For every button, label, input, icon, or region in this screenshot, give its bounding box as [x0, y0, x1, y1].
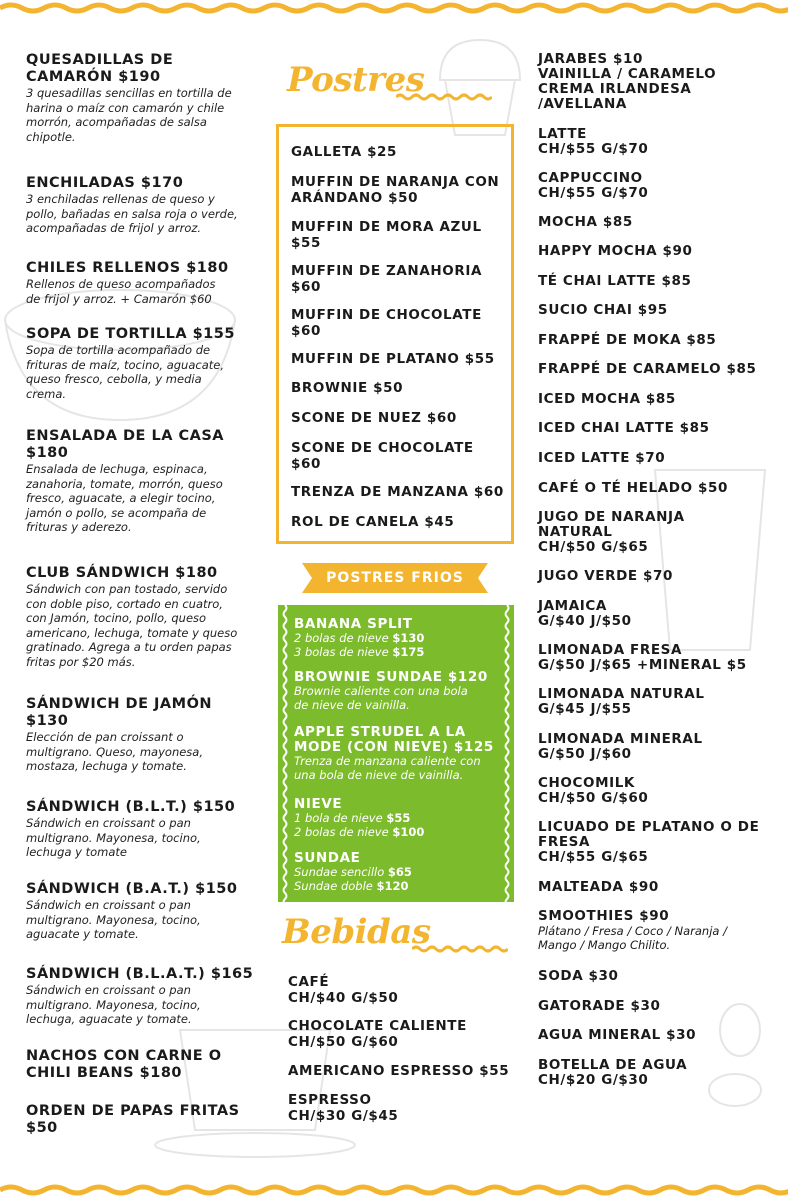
drink-name: JARABES $10 VAINILLA / CARAMELO CREMA IRLANDESA /AVELLANA	[538, 51, 717, 112]
drink-name: LIMONADA NATURAL G/$45 J/$55	[538, 686, 705, 717]
drink-item	[538, 880, 778, 895]
drink-item	[538, 52, 778, 112]
bebidas-squiggle	[412, 942, 508, 956]
drink-name: CAFÉ O TÉ HELADO $50	[538, 480, 728, 496]
drink-name: SODA $30	[538, 968, 619, 984]
drink-name: HAPPY MOCHA $90	[538, 243, 693, 259]
drink-name: AGUA MINERAL $30	[538, 1027, 697, 1043]
drink-item	[538, 392, 778, 407]
drink-name: SUCIO CHAI $95	[538, 302, 668, 318]
option-text: una bola de nieve de vainilla.	[294, 767, 464, 782]
item-name: QUESADILLAS DE CAMARÓN $190	[26, 52, 174, 85]
menu-item	[26, 966, 262, 1027]
bottom-wave-border	[0, 1178, 788, 1200]
postre-item: MUFFIN DE MORA AZUL $55	[291, 219, 482, 251]
right-wavy-line	[504, 605, 510, 902]
postre-frio-item	[294, 725, 504, 782]
postre-frio-option	[294, 812, 504, 826]
drink-name: JUGO VERDE $70	[538, 568, 674, 584]
item-description: Ensalada de lechuga, espinaca, zanahoria, tomate, morrón, queso fresco, aguacate, a elegir tocino, jamón o pollo, se acompaña de frituras y aderezo.	[26, 462, 223, 534]
drink-item	[538, 274, 778, 289]
drink-item	[538, 820, 778, 865]
item-description: 3 quesadillas sencillas en tortilla de harina o maíz con camarón y chile morrón, acompañadas de salsa chipotle.	[26, 86, 232, 144]
postre-item: SCONE DE NUEZ $60	[291, 410, 457, 426]
drink-item	[538, 1028, 778, 1043]
postre-item: MUFFIN DE ZANAHORIA $60	[291, 263, 483, 295]
item-description: Sándwich con pan tostado, servido con doble piso, cortado en cuatro, con Jamón, tocino, pollo, queso americano, lechuga, tomate y queso gratinado. Agrega a tu orden papas fritas por $20 más.	[26, 582, 238, 669]
postre-frio-name: NIEVE	[294, 796, 343, 812]
bebida-item: CAFÉ CH/$40 G/$50	[288, 974, 399, 1006]
option-text: Sundae doble	[294, 878, 377, 893]
drink-name: CAPPUCCINO CH/$55 G/$70	[538, 170, 649, 201]
drink-name: MALTEADA $90	[538, 879, 659, 895]
item-description: 3 enchiladas rellenas de queso y pollo, bañadas en salsa roja o verde, acompañadas de frijol y arroz.	[26, 192, 238, 235]
postre-frio-option	[294, 880, 504, 894]
item-name: SÁNDWICH (B.L.A.T.) $165	[26, 966, 254, 982]
option-text: Sundae sencillo	[294, 865, 388, 879]
menu-item	[26, 799, 262, 860]
postre-frio-option	[294, 646, 504, 660]
drink-name: CHOCOMILK CH/$50 G/$60	[538, 775, 649, 806]
postre-item: MUFFIN DE CHOCOLATE $60	[291, 307, 482, 339]
option-price: $55	[386, 811, 411, 825]
item-description: Rellenos de queso acompañados de frijol y arroz. + Camarón $60	[26, 277, 216, 306]
drink-item	[538, 599, 778, 629]
drink-item	[538, 999, 778, 1014]
postre-frio-name: BROWNIE SUNDAE $120	[294, 669, 488, 685]
drink-name: LATTE CH/$55 G/$70	[538, 126, 649, 157]
postre-item: BROWNIE $50	[291, 380, 404, 396]
item-name: SÁNDWICH (B.A.T.) $150	[26, 881, 238, 897]
drink-item	[538, 421, 778, 436]
postre-frio-option	[294, 866, 504, 880]
drink-name: LIMONADA MINERAL G/$50 J/$60	[538, 731, 703, 762]
drink-item	[538, 969, 778, 984]
postre-frio-item	[294, 617, 504, 659]
drink-item	[538, 776, 778, 806]
postre-frio-option	[294, 699, 504, 713]
drink-name: SMOOTHIES $90	[538, 908, 670, 924]
item-name: CHILES RELLENOS $180	[26, 260, 229, 276]
drink-item	[538, 303, 778, 318]
option-text: 1 bola de nieve	[294, 811, 387, 825]
postre-frio-option	[294, 769, 504, 783]
option-text: 3 bolas de nieve	[294, 644, 393, 659]
option-text: Trenza de manzana caliente con	[294, 754, 481, 768]
drink-name: ICED CHAI LATTE $85	[538, 420, 710, 436]
postres-frios-title: POSTRES FRIOS	[326, 570, 464, 586]
menu-item	[26, 881, 262, 942]
option-price: $120	[376, 878, 409, 893]
option-price: $130	[392, 631, 425, 645]
menu-item	[26, 1103, 262, 1137]
drink-item	[538, 127, 778, 157]
drink-item	[538, 244, 778, 259]
drink-item	[538, 481, 778, 496]
postre-frio-item	[294, 797, 504, 839]
bebida-item: AMERICANO ESPRESSO $55	[288, 1063, 510, 1079]
postre-item: TRENZA DE MANZANA $60	[291, 484, 504, 500]
drink-name: LICUADO DE PLATANO O DE FRESA CH/$55 G/$65	[538, 819, 760, 865]
menu-item	[26, 326, 262, 401]
item-name: NACHOS CON CARNE O CHILI BEANS $180	[26, 1048, 222, 1081]
item-name: SÁNDWICH (B.L.T.) $150	[26, 799, 236, 815]
drink-item	[538, 569, 778, 584]
drink-name: TÉ CHAI LATTE $85	[538, 273, 692, 289]
postre-item: SCONE DE CHOCOLATE $60	[291, 440, 474, 472]
drink-item	[538, 732, 778, 762]
drink-item	[538, 215, 778, 230]
option-price: $175	[392, 644, 425, 659]
left-wavy-line	[282, 605, 288, 902]
menu-item	[26, 428, 262, 535]
drink-name: JAMAICA G/$40 J/$50	[538, 598, 632, 629]
option-text: Brownie caliente con una bola	[294, 684, 468, 698]
menu-item	[26, 1048, 262, 1082]
drink-item	[538, 643, 778, 673]
postres-title: Postres	[287, 60, 425, 100]
item-description: Sándwich en croissant o pan multigrano. Mayonesa, tocino, lechuga y tomate	[26, 816, 201, 859]
drink-item	[538, 333, 778, 348]
postre-item: GALLETA $25	[291, 144, 398, 160]
item-description: Sándwich en croissant o pan multigrano. Mayonesa, tocino, aguacate y tomate.	[26, 898, 201, 941]
top-wave-border	[0, 0, 788, 22]
drink-item	[538, 171, 778, 201]
postre-item: MUFFIN DE PLATANO $55	[291, 351, 495, 367]
drink-item	[538, 451, 778, 466]
option-text: 2 bolas de nieve	[294, 824, 393, 839]
option-price: $65	[387, 865, 412, 879]
option-text: 2 bolas de nieve	[294, 631, 393, 645]
bebidas-title: Bebidas	[282, 912, 431, 952]
drink-item	[538, 510, 778, 555]
postre-frio-option	[294, 755, 504, 769]
drink-item	[538, 1058, 778, 1088]
item-name: SOPA DE TORTILLA $155	[26, 326, 235, 342]
menu-item	[26, 260, 262, 306]
bebida-item: CHOCOLATE CALIENTE CH/$50 G/$60	[288, 1018, 467, 1050]
item-name: SÁNDWICH DE JAMÓN $130	[26, 696, 213, 729]
drink-name: MOCHA $85	[538, 214, 633, 230]
postre-frio-name: APPLE STRUDEL A LA MODE (CON NIEVE) $125	[294, 724, 494, 755]
postres-frios-box	[278, 605, 514, 902]
postre-frio-option	[294, 685, 504, 699]
drink-item	[538, 909, 778, 952]
item-description: Sopa de tortilla acompañado de frituras de maíz, tocino, aguacate, queso fresco, cebolla, y media crema.	[26, 343, 225, 401]
item-description: Sándwich en croissant o pan multigrano. Mayonesa, tocino, lechuga, aguacate y tomate.	[26, 983, 201, 1026]
item-name: CLUB SÁNDWICH $180	[26, 565, 218, 581]
bebida-item: ESPRESSO CH/$30 G/$45	[288, 1092, 399, 1124]
postre-frio-name: SUNDAE	[294, 850, 361, 866]
item-name: ORDEN DE PAPAS FRITAS $50	[26, 1103, 240, 1136]
postre-item: ROL DE CANELA $45	[291, 514, 455, 530]
item-description: Elección de pan croissant o multigrano. Queso, mayonesa, mostaza, lechuga y tomate.	[26, 730, 204, 773]
drink-name: FRAPPÉ DE MOKA $85	[538, 332, 717, 348]
drink-name: BOTELLA DE AGUA CH/$20 G/$30	[538, 1057, 688, 1088]
drink-name: JUGO DE NARANJA NATURAL CH/$50 G/$65	[538, 509, 685, 555]
drink-description: Plátano / Fresa / Coco / Naranja / Mango / Mango Chilito.	[538, 924, 727, 952]
drink-item	[538, 687, 778, 717]
option-price: $100	[392, 824, 425, 839]
item-name: ENCHILADAS $170	[26, 175, 184, 191]
item-name: ENSALADA DE LA CASA $180	[26, 428, 224, 461]
drink-name: ICED MOCHA $85	[538, 391, 676, 407]
postre-frio-option	[294, 632, 504, 646]
option-text: de nieve de vainilla.	[294, 697, 410, 712]
menu-item	[26, 696, 262, 774]
postre-frio-item	[294, 670, 504, 712]
postre-frio-option	[294, 826, 504, 840]
menu-item	[26, 175, 262, 236]
drink-name: ICED LATTE $70	[538, 450, 666, 466]
postres-menu-box	[276, 124, 514, 544]
menu-item	[26, 565, 262, 669]
postre-frio-name: BANANA SPLIT	[294, 616, 413, 632]
drink-item	[538, 362, 778, 377]
drink-name: FRAPPÉ DE CARAMELO $85	[538, 361, 757, 377]
postre-frio-item	[294, 851, 504, 893]
menu-item	[26, 52, 262, 144]
postre-item: MUFFIN DE NARANJA CON ARÁNDANO $50	[291, 174, 500, 206]
drink-name: GATORADE $30	[538, 998, 661, 1014]
drink-name: LIMONADA FRESA G/$50 J/$65 +MINERAL $5	[538, 642, 747, 673]
postres-squiggle	[396, 90, 492, 104]
